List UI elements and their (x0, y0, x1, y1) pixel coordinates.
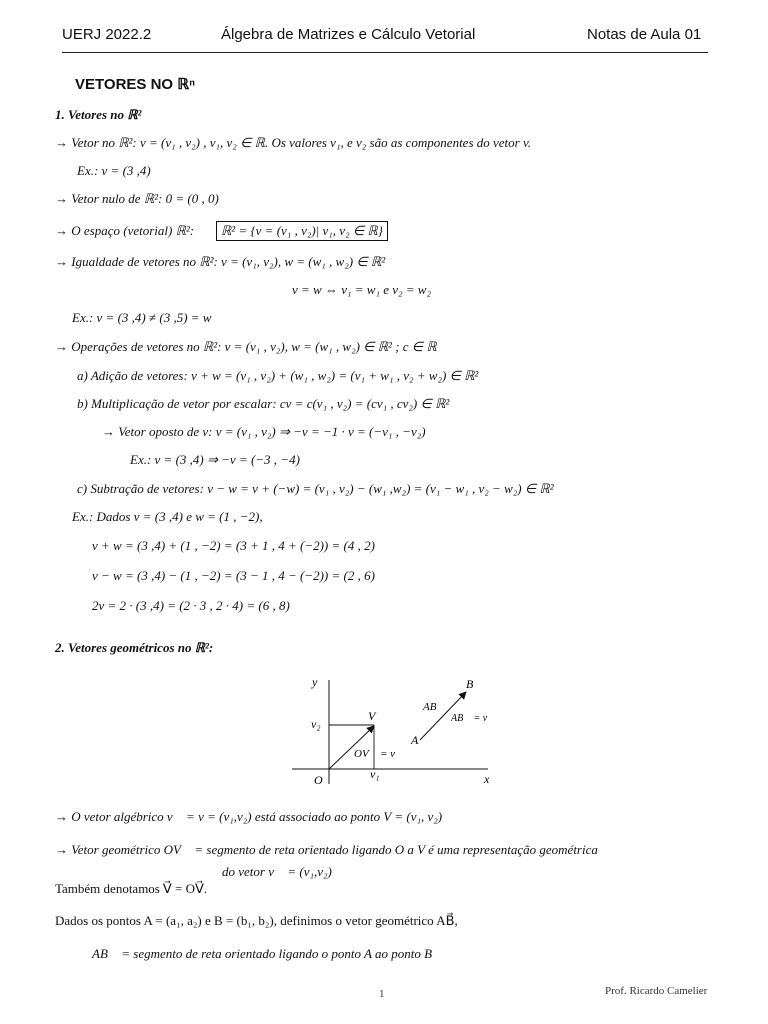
header-rule (62, 52, 708, 53)
subsection-1-title: 1. Vetores no ℝ² (55, 107, 142, 122)
ab-eq-label: AB⃗ = v⃗ (451, 713, 495, 724)
section-title: VETORES NO ℝⁿ (75, 76, 196, 93)
author: Prof. Ricardo Camelier (605, 985, 708, 997)
line-equality-condition: v = w ⇔ v₁ = w₁ e v₂ = w₂ (292, 282, 431, 297)
line-vector-def: → Vetor no ℝ²: v = (v₁ , v₂) , v₁, v₂ ∈ ℝ. Os valores v₁, e v₂ são as componentes do vetor v. (55, 135, 532, 150)
line-also-denote: Também denotamos V⃗ = OV⃗. (55, 881, 208, 896)
line-sum-example: v + w = (3 ,4) + (1 , −2) = (3 + 1 , 4 + (−2)) = (4 , 2) (92, 538, 375, 553)
v1-label: v₁ (370, 767, 380, 781)
geometric-vector-figure (288, 672, 498, 792)
line-scalar-example: 2v = 2 · (3 ,4) = (2 · 3 , 2 · 4) = (6 , 8) (92, 598, 290, 613)
line-example-v: Ex.: v = (3 ,4) (77, 163, 151, 178)
page-number: 1 (379, 988, 385, 1000)
line-operations: → Operações de vetores no ℝ²: v = (v₁ , v₂), w = (w₁ , w₂) ∈ ℝ² ; c ∈ ℝ (55, 339, 437, 354)
point-a-label: A (411, 733, 419, 747)
header-title: Álgebra de Matrizes e Cálculo Vetorial (221, 26, 476, 43)
line-opposite-vector: → Vetor oposto de v: v = (v₁ , v₂) ⇒ −v = −1 · v = (−v₁ , −v₂) (102, 424, 426, 439)
line-opposite-example: Ex.: v = (3 ,4) ⇒ −v = (−3 , −4) (130, 452, 300, 467)
subsection-2-title: 2. Vetores geométricos no ℝ²: (55, 640, 214, 655)
line-scalar-mult: b) Multiplicação de vetor por escalar: cv = c(v₁ , v₂) = (cv₁ , cv₂) ∈ ℝ² (77, 396, 450, 411)
point-b-label: B (466, 677, 474, 691)
boxed-set-definition: ℝ² = {v = (v₁ , v₂)| v₁, v₂ ∈ ℝ} (216, 221, 388, 241)
line-vector-space: → O espaço (vetorial) ℝ²: (55, 223, 195, 238)
ov-label: OV⃗ = v⃗ (354, 748, 404, 760)
line-geometric-vector: → Vetor geométrico OV⃗ = segmento de reta orientado ligando O a V é uma representação geométrica (55, 842, 598, 857)
point-v-label: V (368, 709, 376, 723)
line-given: Ex.: Dados v = (3 ,4) e w = (1 , −2), (72, 509, 263, 524)
header-course: UERJ 2022.2 (62, 26, 152, 43)
y-axis-label: y (312, 675, 318, 689)
line-equality: → Igualdade de vetores no ℝ²: v = (v₁, v₂), w = (w₁ , w₂) ∈ ℝ² (55, 254, 386, 269)
x-axis-label: x (484, 772, 490, 786)
ab-top-label: AB⃗ (423, 701, 445, 713)
line-equality-example: Ex.: v = (3 ,4) ≠ (3 ,5) = w (72, 310, 212, 325)
line-ab-definition: AB⃗ = segmento de reta orientado ligando o ponto A ao ponto B (92, 946, 433, 961)
origin-label: O (314, 773, 323, 787)
line-algebraic-vector: → O vetor algébrico v⃗ = v = (v₁,v₂) está associado ao ponto V = (v₁, v₂) (55, 809, 443, 824)
line-diff-example: v − w = (3 ,4) − (1 , −2) = (3 − 1 , 4 − (−2)) = (2 , 6) (92, 568, 375, 583)
line-given-points: Dados os pontos A = (a₁, a₂) e B = (b₁, b₂), definimos o vetor geométrico AB⃗, (55, 913, 458, 928)
line-null-vector: → Vetor nulo de ℝ²: 0 = (0 , 0) (55, 191, 219, 206)
v2-label: v₂ (311, 717, 321, 731)
line-subtraction: c) Subtração de vetores: v − w = v + (−w) = (v₁ , v₂) − (w₁ ,w₂) = (v₁ − w₁ , v₂ − w₂) ∈ ℝ² (77, 481, 554, 496)
line-geometric-vector-cont: do vetor v⃗ = (v₁,v₂) (222, 864, 332, 879)
line-addition: a) Adição de vetores: v + w = (v₁ , v₂) + (w₁ , w₂) = (v₁ + w₁ , v₂ + w₂) ∈ ℝ² (77, 368, 479, 383)
header-notes: Notas de Aula 01 (587, 26, 702, 43)
